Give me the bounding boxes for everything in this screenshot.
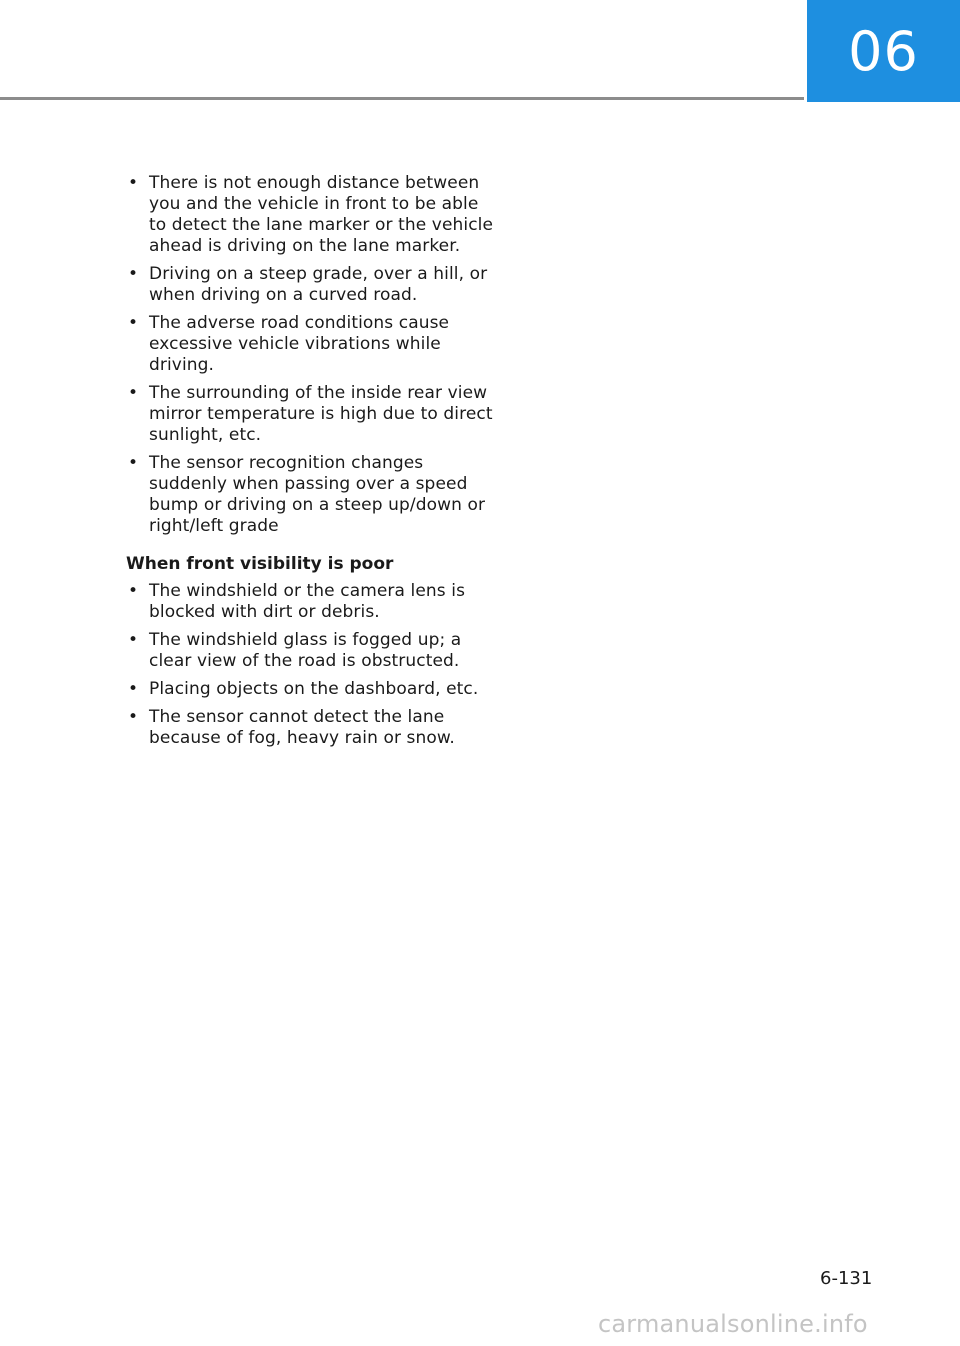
section-heading: When front visibility is poor <box>126 554 394 574</box>
chapter-tab <box>807 0 960 102</box>
page-number: 6-131 <box>820 1268 873 1289</box>
list-item: • The adverse road conditions cause excessive vehicle vibrations while driving. <box>128 313 450 375</box>
visibility-list <box>126 581 496 749</box>
bullet-icon: • <box>128 630 139 650</box>
list-item: • The surrounding of the inside rear view mirror temperature is high due to direct sunlight, etc. <box>128 383 493 445</box>
header-divider <box>0 97 804 100</box>
list-item: • The windshield glass is fogged up; a clear view of the road is obstructed. <box>128 630 462 671</box>
bullet-icon: • <box>128 581 139 601</box>
list-item: • The windshield or the camera lens is blocked with dirt or debris. <box>128 581 466 622</box>
watermark: carmanualsonline.info <box>598 1310 868 1338</box>
bullet-icon: • <box>128 313 139 333</box>
bullet-icon: • <box>128 264 139 284</box>
conditions-list <box>126 173 496 537</box>
bullet-icon: • <box>128 453 139 473</box>
content-column <box>126 173 496 756</box>
list-item: • Placing objects on the dashboard, etc. <box>128 679 479 699</box>
bullet-icon: • <box>128 383 139 403</box>
list-item: • There is not enough distance between you and the vehicle in front to be able to detect the lane marker or the vehicle ahead is driving on the lane marker. <box>128 173 494 256</box>
list-item: • The sensor recognition changes suddenly when passing over a speed bump or driving on a steep up/down or right/left grade <box>128 453 486 536</box>
bullet-icon: • <box>128 679 139 699</box>
bullet-icon: • <box>128 173 139 193</box>
chapter-number: 06 <box>848 19 919 83</box>
list-item: • Driving on a steep grade, over a hill, or when driving on a curved road. <box>128 264 488 305</box>
bullet-icon: • <box>128 707 139 727</box>
list-item: • The sensor cannot detect the lane because of fog, heavy rain or snow. <box>128 707 455 748</box>
